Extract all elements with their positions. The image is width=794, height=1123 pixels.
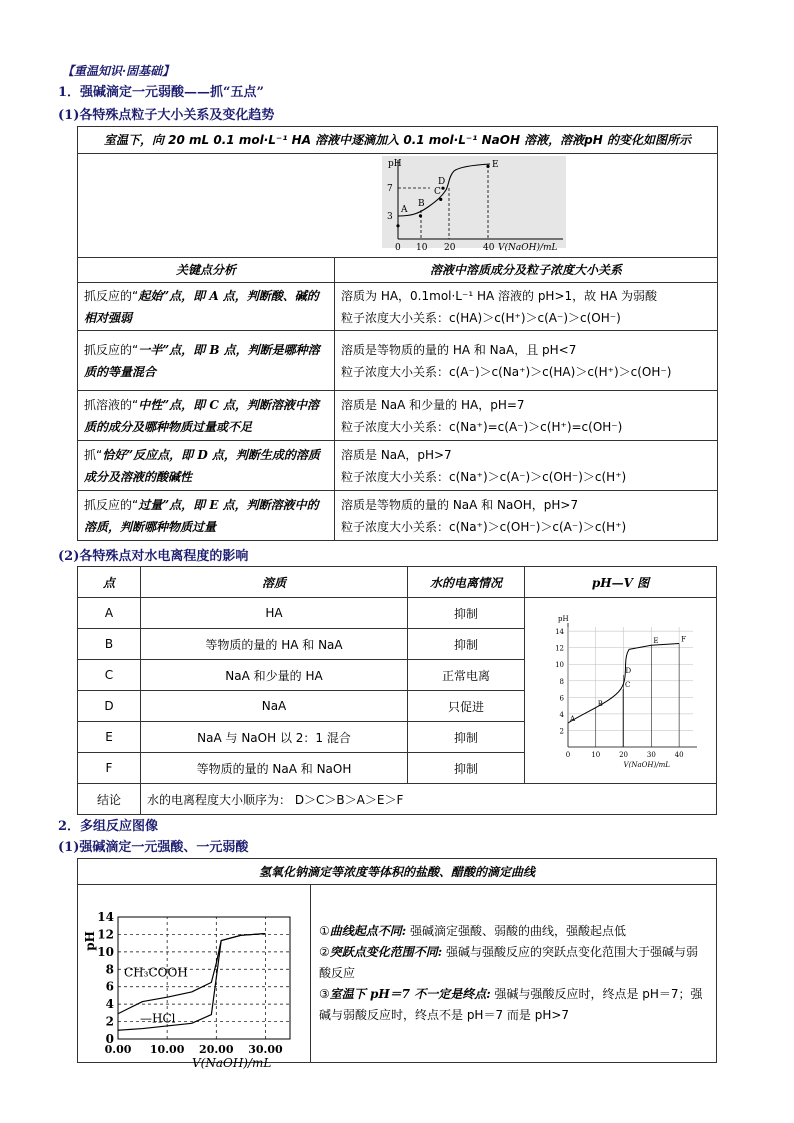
titration-comparison-table: [77, 858, 717, 1070]
point-a-label: A: [401, 205, 408, 215]
solute-cell: NaA 与 NaOH 以 2：1 混合: [141, 722, 408, 753]
row-b-relation: 溶质是等物质的量的 HA 和 NaA，且 pH<7 粒子浓度大小关系：c(A⁻)＞c(Na⁺)＞c(HA)＞c(H⁺)＞c(OH⁻): [335, 331, 718, 391]
header-chart: pH—V 图: [525, 567, 717, 598]
y-tick-label: 10: [554, 661, 564, 670]
titration-chart-cell: [78, 154, 718, 258]
solute-cell: NaA: [141, 691, 408, 722]
y-tick-3: 3: [387, 212, 393, 222]
water-ionization-table: [77, 566, 717, 815]
y-tick-label: 14: [97, 910, 114, 924]
point-cell: B: [78, 629, 141, 660]
review-heading: 【重温知识·固基础】: [62, 64, 175, 78]
conclusion-label: 结论: [78, 784, 141, 815]
x-tick-label: 20: [618, 751, 628, 759]
water-cell: 正常电离: [408, 660, 525, 691]
col-key-points: 关键点分析: [78, 258, 335, 283]
y-tick-label: 8: [559, 677, 564, 686]
x-tick-label: 0.00: [104, 1043, 132, 1056]
chart3-group: [83, 910, 290, 1070]
titration-chart: [78, 154, 717, 253]
chart2-group: [555, 615, 697, 769]
y-tick-label: 14: [554, 628, 564, 637]
point-b-label: B: [418, 199, 425, 209]
point-label-c: C: [624, 681, 630, 690]
x-axis-label: V(NaOH)/mL: [623, 761, 670, 769]
header-water: 水的电离情况: [408, 567, 525, 598]
y-tick-label: 8: [105, 962, 114, 977]
header-solute: 溶质: [141, 567, 408, 598]
row-b-analysis: 抓反应的“一半”点，即 B 点，判断是哪种溶质的等量混合: [78, 331, 335, 391]
water-cell: 只促进: [408, 691, 525, 722]
row-a-analysis: 抓反应的“起始”点，即 A 点，判断酸、碱的相对强弱: [78, 283, 335, 331]
section1-title: 1．强碱滴定一元弱酸——抓“五点”: [58, 85, 265, 100]
series-label-hcl: —HCl: [140, 1011, 176, 1026]
y-tick-7: 7: [387, 184, 393, 194]
row-e-analysis: 抓反应的“过量”点，即 E 点，判断溶液中的溶质，判断哪种物质过量: [78, 491, 335, 541]
point-marker-e: [486, 165, 489, 168]
point-label-d: D: [625, 667, 631, 675]
y-axis-label: pH: [557, 615, 569, 623]
x-tick-label: 20.00: [199, 1043, 234, 1056]
point-d-label: D: [438, 177, 446, 187]
x-tick-label: 0: [565, 751, 570, 759]
row-c-relation: 溶质是 NaA 和少量的 HA，pH=7 粒子浓度大小关系：c(Na⁺)=c(A⁻)＞c(H⁺)=c(OH⁻): [335, 391, 718, 441]
solute-cell: 等物质的量的 NaA 和 NaOH: [141, 753, 408, 784]
point-marker-d: [441, 187, 444, 190]
series-label-acetic: CH₃COOH: [124, 965, 188, 980]
key-points-table: [77, 126, 718, 541]
section1-sub1: (1)各特殊点粒子大小关系及变化趋势: [58, 108, 275, 123]
x-axis-label: V(NaOH)/mL: [498, 243, 558, 253]
x-tick-0: 0: [395, 243, 401, 253]
point-cell: D: [78, 691, 141, 722]
water-cell: 抑制: [408, 598, 525, 629]
y-tick-label: 0: [105, 1032, 114, 1046]
point-marker-c: [439, 198, 442, 201]
section2-sub1: (1)强碱滴定一元强酸、一元弱酸: [58, 840, 249, 855]
col-solute-relations: 溶液中溶质成分及粒子浓度大小关系: [335, 258, 718, 283]
section2-title: 2．多组反应图像: [58, 819, 159, 834]
solute-cell: NaA 和少量的 HA: [141, 660, 408, 691]
point-label-a: A: [569, 715, 575, 723]
x-tick-40: 40: [483, 243, 495, 253]
y-tick-label: 2: [105, 1014, 114, 1029]
y-tick-label: 10: [97, 944, 114, 959]
ph-v-chart: [526, 599, 716, 779]
hcl-hac-chart: [78, 885, 310, 1070]
point-cell: E: [78, 722, 141, 753]
x-tick-label: 40: [674, 751, 684, 759]
note-3: ③室温下 pH＝7 不一定是终点: 强碱与强酸反应时，终点是 pH＝7；强碱与弱酸反应时，终点不是 pH＝7 而是 pH>7: [319, 987, 703, 1022]
point-cell: F: [78, 753, 141, 784]
water-cell: 抑制: [408, 629, 525, 660]
y-tick-label: 6: [105, 979, 114, 994]
y-tick-label: 12: [554, 644, 564, 653]
y-axis-label: pH: [388, 159, 402, 169]
row-e-relation: 溶质是等物质的量的 NaA 和 NaOH，pH>7 粒子浓度大小关系：c(Na⁺)＞c(OH⁻)＞c(A⁻)＞c(H⁺): [335, 491, 718, 541]
water-cell: 抑制: [408, 722, 525, 753]
hcl-hac-chart-cell: [78, 885, 311, 1070]
x-tick-label: 10.00: [149, 1043, 185, 1056]
x-tick-label: 30.00: [248, 1043, 283, 1056]
row-d-relation: 溶质是 NaA，pH>7 粒子浓度大小关系：c(Na⁺)＞c(A⁻)＞c(OH⁻)＞c(H⁺): [335, 441, 718, 491]
point-label-b: B: [597, 700, 603, 709]
x-axis-label: V(NaOH)/mL: [192, 1056, 272, 1070]
point-marker-a: [396, 224, 399, 227]
note-2: ②突跃点变化范围不同: 强碱与强酸反应的突跃点变化范围大于强碱与弱酸反应: [319, 945, 699, 980]
section1-sub2: (2)各特殊点对水电离程度的影响: [58, 549, 249, 564]
x-tick-label: 10: [590, 751, 600, 759]
point-label-e: E: [652, 637, 658, 646]
table1-title: 室温下，向 20 mL 0.1 mol·L⁻¹ HA 溶液中逐滴加入 0.1 mol·L⁻¹ NaOH 溶液，溶液pH 的变化如图所示: [78, 127, 718, 154]
x-tick-20: 20: [444, 243, 456, 253]
solute-cell: HA: [141, 598, 408, 629]
point-c-label: C: [434, 187, 441, 197]
y-tick-label: 2: [559, 727, 564, 736]
point-label-f: F: [680, 635, 686, 644]
notes-cell: [311, 885, 717, 1063]
y-tick-label: 4: [105, 997, 114, 1012]
x-tick-10: 10: [416, 243, 428, 253]
water-cell: 抑制: [408, 753, 525, 784]
point-cell: A: [78, 598, 141, 629]
point-marker-b: [419, 214, 422, 217]
x-tick-label: 30: [646, 751, 656, 759]
note-1: ①曲线起点不同: 强碱滴定强酸、弱酸的曲线，强酸起点低: [319, 924, 627, 938]
y-tick-label: 12: [97, 927, 114, 942]
header-point: 点: [78, 567, 141, 598]
ph-v-chart-cell: [525, 598, 717, 784]
table3-title: 氢氧化钠滴定等浓度等体积的盐酸、醋酸的滴定曲线: [78, 859, 717, 885]
row-c-analysis: 抓溶液的“中性”点，即 C 点，判断溶液中溶质的成分及哪种物质过量或不足: [78, 391, 335, 441]
row-a-relation: 溶质为 HA，0.1mol·L⁻¹ HA 溶液的 pH>1，故 HA 为弱酸 粒子浓度大小关系：c(HA)＞c(H⁺)＞c(A⁻)＞c(OH⁻): [335, 283, 718, 331]
conclusion-text: 水的电离程度大小顺序为： D＞C＞B＞A＞E＞F: [141, 784, 717, 815]
y-tick-label: 4: [559, 710, 564, 719]
point-e-label: E: [492, 160, 499, 170]
solute-cell: 等物质的量的 HA 和 NaA: [141, 629, 408, 660]
row-d-analysis: 抓“恰好”反应点，即 D 点，判断生成的溶质成分及溶液的酸碱性: [78, 441, 335, 491]
y-tick-label: 6: [559, 694, 564, 703]
point-cell: C: [78, 660, 141, 691]
y-axis-label: pH: [83, 931, 97, 951]
